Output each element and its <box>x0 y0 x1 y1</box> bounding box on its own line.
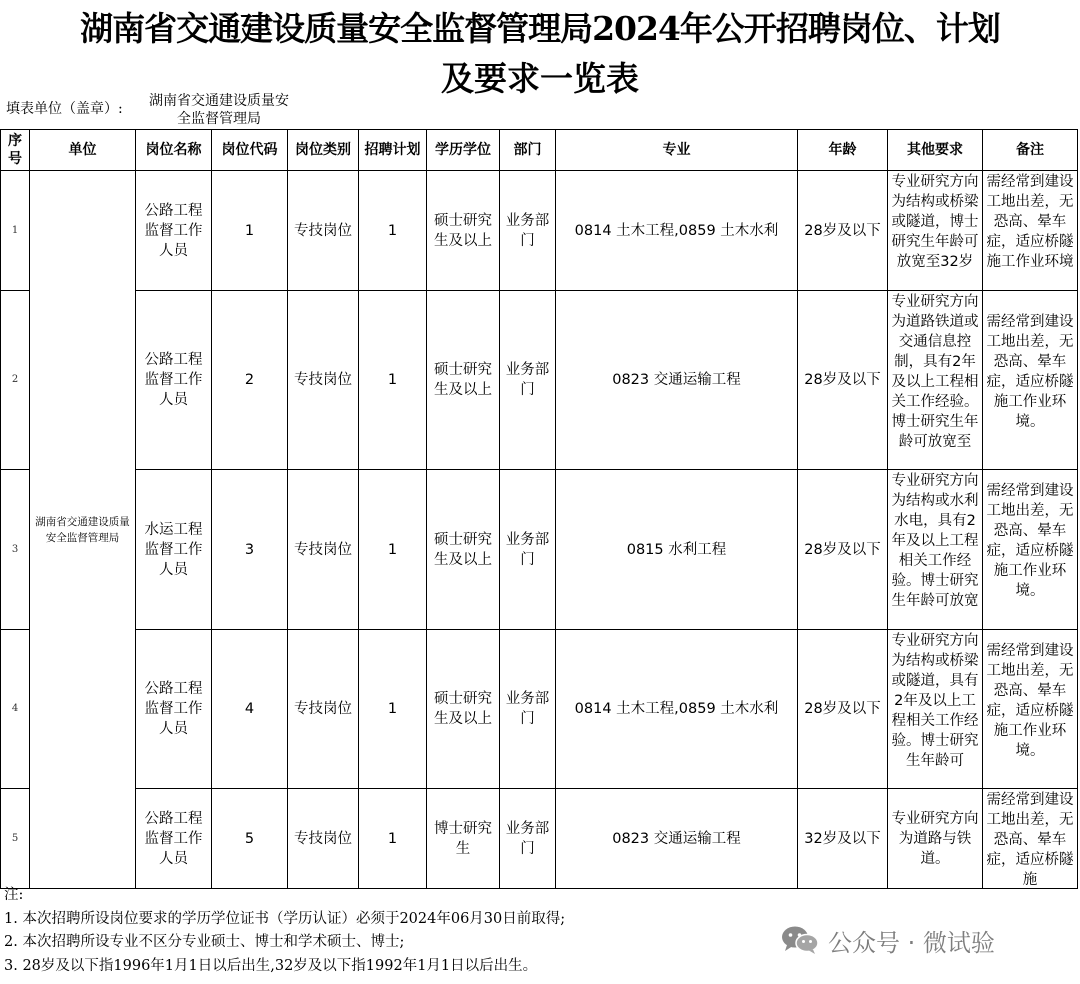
row-post-code: 2 <box>212 291 288 470</box>
watermark <box>780 922 995 958</box>
row-age: 28岁及以下 <box>798 171 888 291</box>
row-other-text: 专业研究方向为结构或桥梁或隧道，具有2年及以上工程相关工作经验。博士研究生年龄可 <box>891 633 979 769</box>
note-item: 2. 本次招聘所设专业不区分专业硕士、博士和学术硕士、博士; <box>4 934 405 950</box>
row-post-code: 1 <box>212 171 288 291</box>
row-quota: 1 <box>359 630 427 789</box>
row-quota: 1 <box>359 171 427 291</box>
row-other-requirements <box>888 470 983 630</box>
row-seq: 4 <box>1 630 30 789</box>
header-post-type: 岗位类别 <box>288 130 359 171</box>
notes-section <box>4 884 565 978</box>
row-age: 28岁及以下 <box>798 470 888 630</box>
row-education: 硕士研究生及以上 <box>427 291 500 470</box>
unit-cell: 湖南省交通建设质量安全监督管理局 <box>30 171 136 889</box>
row-education: 硕士研究生及以上 <box>427 470 500 630</box>
row-post-name: 公路工程监督工作人员 <box>136 630 212 789</box>
table-row <box>1 171 1078 291</box>
table-row <box>1 291 1078 470</box>
row-education: 博士研究生 <box>427 789 500 889</box>
filler-value: 湖南省交通建设质量安全监督管理局 <box>149 93 289 127</box>
header-education: 学历学位 <box>427 130 500 171</box>
row-post-code: 5 <box>212 789 288 889</box>
row-age: 28岁及以下 <box>798 291 888 470</box>
title-line-1: 湖南省交通建设质量安全监督管理局2024年公开招聘岗位、计划 <box>80 9 1000 48</box>
row-remark <box>983 291 1078 470</box>
header-major: 专业 <box>556 130 798 171</box>
row-seq: 3 <box>1 470 30 630</box>
row-post-type: 专技岗位 <box>288 470 359 630</box>
watermark-text: 公众号 · 微试验 <box>828 928 995 957</box>
row-remark-text: 需经常到建设工地出差，无恐高、晕车症，适应桥隧施工作业环境。 <box>986 314 1074 430</box>
row-department: 业务部门 <box>500 291 556 470</box>
table-row <box>1 630 1078 789</box>
table-row <box>1 789 1078 889</box>
wechat-icon <box>780 924 820 956</box>
header-quota: 招聘计划 <box>359 130 427 171</box>
header-remark: 备注 <box>983 130 1078 171</box>
header-seq: 序号 <box>1 130 30 171</box>
row-post-code: 4 <box>212 630 288 789</box>
row-major: 0823 交通运输工程 <box>556 291 798 470</box>
row-post-type: 专技岗位 <box>288 171 359 291</box>
row-other-text: 专业研究方向为道路与铁道。 <box>891 810 979 867</box>
row-post-code: 3 <box>212 470 288 630</box>
row-department: 业务部门 <box>500 789 556 889</box>
row-remark <box>983 630 1078 789</box>
row-major: 0814 土木工程,0859 土木水利 <box>556 630 798 789</box>
row-department: 业务部门 <box>500 470 556 630</box>
filler-label: 填表单位（盖章）: <box>6 101 123 117</box>
row-major: 0815 水利工程 <box>556 470 798 630</box>
note-item: 1. 本次招聘所设岗位要求的学历学位证书（学历认证）必须于2024年06月30日前取得; <box>4 910 566 927</box>
row-department: 业务部门 <box>500 630 556 789</box>
row-other-text: 专业研究方向为结构或桥梁或隧道，博士研究生年龄可放宽至32岁 <box>891 174 979 270</box>
header-other: 其他要求 <box>888 130 983 171</box>
table-header-row <box>1 130 1078 171</box>
row-major: 0823 交通运输工程 <box>556 789 798 889</box>
row-remark-text: 需经常到建设工地出差，无恐高、晕车症，适应桥隧施工作业环境。 <box>986 483 1074 599</box>
row-remark <box>983 171 1078 291</box>
row-other-requirements <box>888 630 983 789</box>
row-remark-text: 需经常到建设工地出差，无恐高、晕车症，适应桥隧施 <box>986 792 1074 887</box>
row-remark <box>983 789 1078 889</box>
row-seq: 5 <box>1 789 30 889</box>
row-remark <box>983 470 1078 630</box>
row-other-text: 专业研究方向为道路铁道或交通信息控制，具有2年及以上工程相关工作经验。博士研究生年龄可放宽至 <box>891 294 979 450</box>
title-line-2: 及要求一览表 <box>441 59 639 98</box>
notes-heading: 注: <box>4 887 24 903</box>
row-other-text: 专业研究方向为结构或水利水电，具有2年及以上工程相关工作经验。博士研究生年龄可放宽 <box>891 473 979 609</box>
header-department: 部门 <box>500 130 556 171</box>
header-age: 年龄 <box>798 130 888 171</box>
note-item: 3. 28岁及以下指1996年1月1日以后出生,32岁及以下指1992年1月1日以后出生。 <box>4 957 538 974</box>
row-seq: 2 <box>1 291 30 470</box>
row-post-type: 专技岗位 <box>288 789 359 889</box>
row-post-name: 公路工程监督工作人员 <box>136 171 212 291</box>
row-education: 硕士研究生及以上 <box>427 630 500 789</box>
document-title <box>0 0 1080 102</box>
row-post-type: 专技岗位 <box>288 291 359 470</box>
row-department: 业务部门 <box>500 171 556 291</box>
row-major: 0814 土木工程,0859 土木水利 <box>556 171 798 291</box>
row-post-name: 公路工程监督工作人员 <box>136 789 212 889</box>
header-post-code: 岗位代码 <box>212 130 288 171</box>
header-post-name: 岗位名称 <box>136 130 212 171</box>
row-quota: 1 <box>359 789 427 889</box>
row-seq: 1 <box>1 171 30 291</box>
header-unit: 单位 <box>30 130 136 171</box>
recruitment-table <box>0 129 1078 889</box>
row-education: 硕士研究生及以上 <box>427 171 500 291</box>
row-age: 28岁及以下 <box>798 630 888 789</box>
row-other-requirements <box>888 291 983 470</box>
row-age: 32岁及以下 <box>798 789 888 889</box>
row-remark-text: 需经常到建设工地出差，无恐高、晕车症，适应桥隧施工作业环境 <box>986 174 1074 270</box>
row-post-name: 公路工程监督工作人员 <box>136 291 212 470</box>
row-remark-text: 需经常到建设工地出差，无恐高、晕车症，适应桥隧施工作业环境。 <box>986 643 1074 759</box>
row-quota: 1 <box>359 291 427 470</box>
row-other-requirements <box>888 789 983 889</box>
row-post-type: 专技岗位 <box>288 630 359 789</box>
row-other-requirements <box>888 171 983 291</box>
table-row <box>1 470 1078 630</box>
row-post-name: 水运工程监督工作人员 <box>136 470 212 630</box>
row-quota: 1 <box>359 470 427 630</box>
